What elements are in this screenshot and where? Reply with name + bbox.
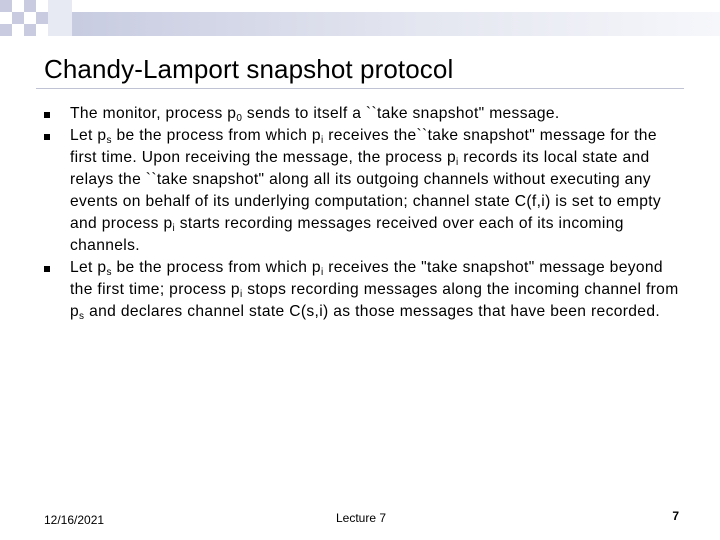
- subscript: i: [320, 267, 324, 278]
- checker-square: [24, 24, 36, 36]
- footer-date: 12/16/2021: [44, 513, 105, 527]
- square-bullet-icon: [44, 134, 50, 140]
- bullet-text: and declares channel state C(s,i) as those messages that have been recorded.: [84, 303, 661, 320]
- bullet-text: be the process from which p: [111, 127, 321, 144]
- checker-square: [48, 0, 60, 12]
- checker-square: [36, 0, 48, 12]
- checker-square: [0, 12, 12, 24]
- bullet-text: Let p: [70, 259, 107, 276]
- bullet-text: Let p: [70, 127, 107, 144]
- checker-square: [0, 24, 12, 36]
- subscript: i: [320, 135, 324, 146]
- bullet-list: [44, 103, 684, 323]
- square-bullet-icon: [44, 266, 50, 272]
- checker-row: [0, 24, 720, 36]
- slide-title: Chandy-Lamport snapshot protocol: [44, 54, 454, 84]
- checker-row: [0, 12, 720, 24]
- checker-square: [24, 12, 36, 24]
- bullet-text: stops recording messages along the incoming channel from p: [70, 281, 679, 320]
- checker-square: [60, 24, 72, 36]
- checker-square: [48, 12, 60, 24]
- bullet-text: be the process from which p: [111, 259, 321, 276]
- checker-square: [36, 12, 48, 24]
- checker-square: [12, 12, 24, 24]
- bullet-text: sends to itself a ``take snapshot" message.: [242, 105, 560, 122]
- subscript: 0: [236, 113, 243, 124]
- subscript: s: [106, 267, 112, 278]
- square-bullet-icon: [44, 112, 50, 118]
- bullet-text: records its local state and relays the ``take snapshot" along all its outgoing channels without executing any events on behalf of its underlying computation; channel state C(f,i) is set to empty and process p: [70, 149, 662, 232]
- subscript: s: [106, 135, 112, 146]
- bullet-text: The monitor, process p: [70, 105, 237, 122]
- bullet-item: [44, 125, 684, 257]
- checker-square: [60, 12, 72, 24]
- bullet-item: [44, 103, 684, 125]
- bullet-text: receives the "take snapshot" message beyond the first time; process p: [70, 259, 663, 298]
- checker-square: [0, 0, 12, 12]
- bullet-text: receives the``take snapshot" message for the first time. Upon receiving the message, the process p: [70, 127, 657, 166]
- checker-square: [36, 24, 48, 36]
- checker-square: [12, 0, 24, 12]
- footer-lecture-label: Lecture 7: [336, 511, 387, 525]
- header-decoration: [0, 0, 720, 40]
- checker-row: [0, 0, 720, 12]
- page-number: 7: [672, 509, 679, 523]
- subscript: i: [456, 157, 459, 168]
- checker-square: [60, 0, 72, 12]
- subscript: i: [239, 289, 243, 300]
- subscript: i: [172, 223, 176, 234]
- bullet-text: starts recording messages received over each of its incoming channels.: [70, 215, 624, 254]
- subscript: s: [79, 311, 85, 322]
- checker-square: [48, 24, 60, 36]
- title-divider: [36, 88, 684, 89]
- checker-square: [24, 0, 36, 12]
- bullet-item: [44, 257, 684, 323]
- checker-square: [12, 24, 24, 36]
